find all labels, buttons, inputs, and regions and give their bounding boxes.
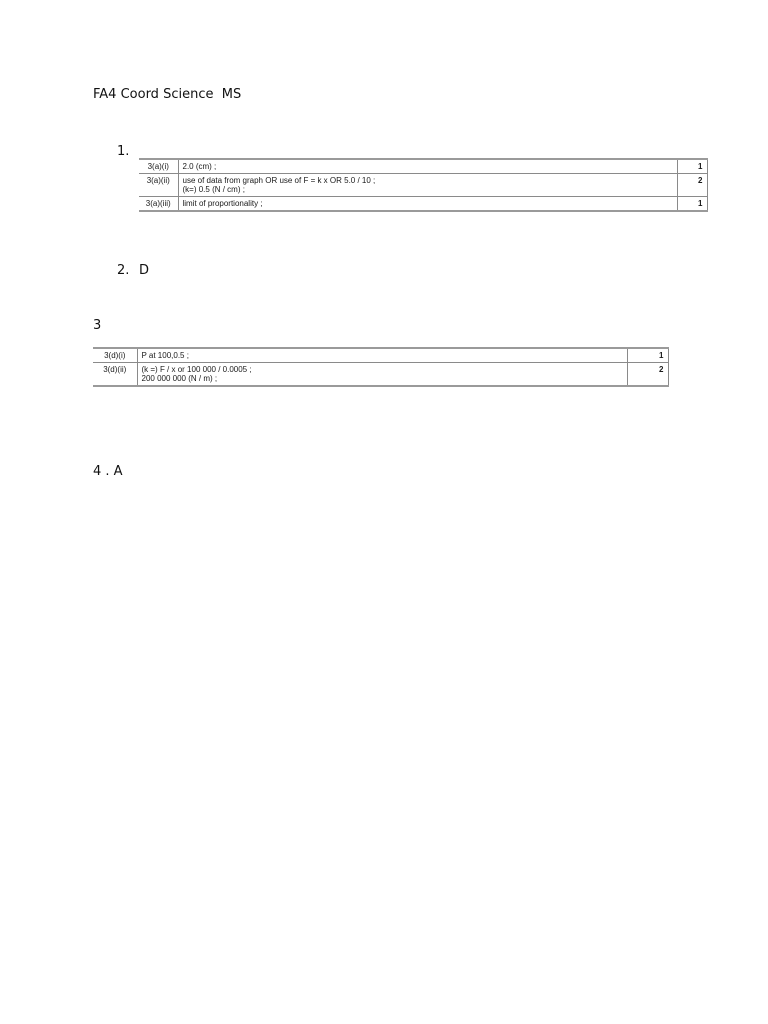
question-ref: 3(d)(ii) <box>93 363 137 387</box>
answer-cell <box>178 174 677 197</box>
question-ref: 3(d)(i) <box>93 348 137 363</box>
answer-line: P at 100,0.5 ; <box>141 351 189 360</box>
question-2-number: 2. <box>117 263 130 278</box>
answer-line: limit of proportionality ; <box>182 199 263 208</box>
mark-cell: 2 <box>677 174 707 197</box>
mark-scheme-table-q3 <box>93 347 669 387</box>
answer-line: (k=) 0.5 (N / cm) ; <box>182 185 245 194</box>
page-title: FA4 Coord Science MS <box>93 87 242 102</box>
question-1-number: 1. <box>117 144 130 159</box>
answer-cell <box>178 159 677 174</box>
answer-cell <box>178 197 677 212</box>
question-ref: 3(a)(ii) <box>139 174 178 197</box>
mark-cell: 2 <box>627 363 668 387</box>
question-3-number: 3 <box>93 318 102 333</box>
table-row <box>93 348 668 363</box>
mark-scheme-table-q1 <box>139 158 708 212</box>
answer-line: 2.0 (cm) ; <box>182 162 217 171</box>
mark-cell: 1 <box>677 159 707 174</box>
mark-cell: 1 <box>627 348 668 363</box>
table-row <box>139 174 707 197</box>
question-ref: 3(a)(i) <box>139 159 178 174</box>
table-row <box>93 363 668 387</box>
answer-cell <box>137 363 627 387</box>
question-ref: 3(a)(iii) <box>139 197 178 212</box>
answer-line: 200 000 000 (N / m) ; <box>141 374 218 383</box>
question-2-answer: D <box>139 263 150 278</box>
answer-line: use of data from graph OR use of F = k x OR 5.0 / 10 ; <box>182 176 376 185</box>
answer-cell <box>137 348 627 363</box>
question-4-answer: 4 . A <box>93 464 123 479</box>
table-row <box>139 197 707 212</box>
answer-line: (k =) F / x or 100 000 / 0.0005 ; <box>141 365 252 374</box>
mark-cell: 1 <box>677 197 707 212</box>
table-row <box>139 159 707 174</box>
